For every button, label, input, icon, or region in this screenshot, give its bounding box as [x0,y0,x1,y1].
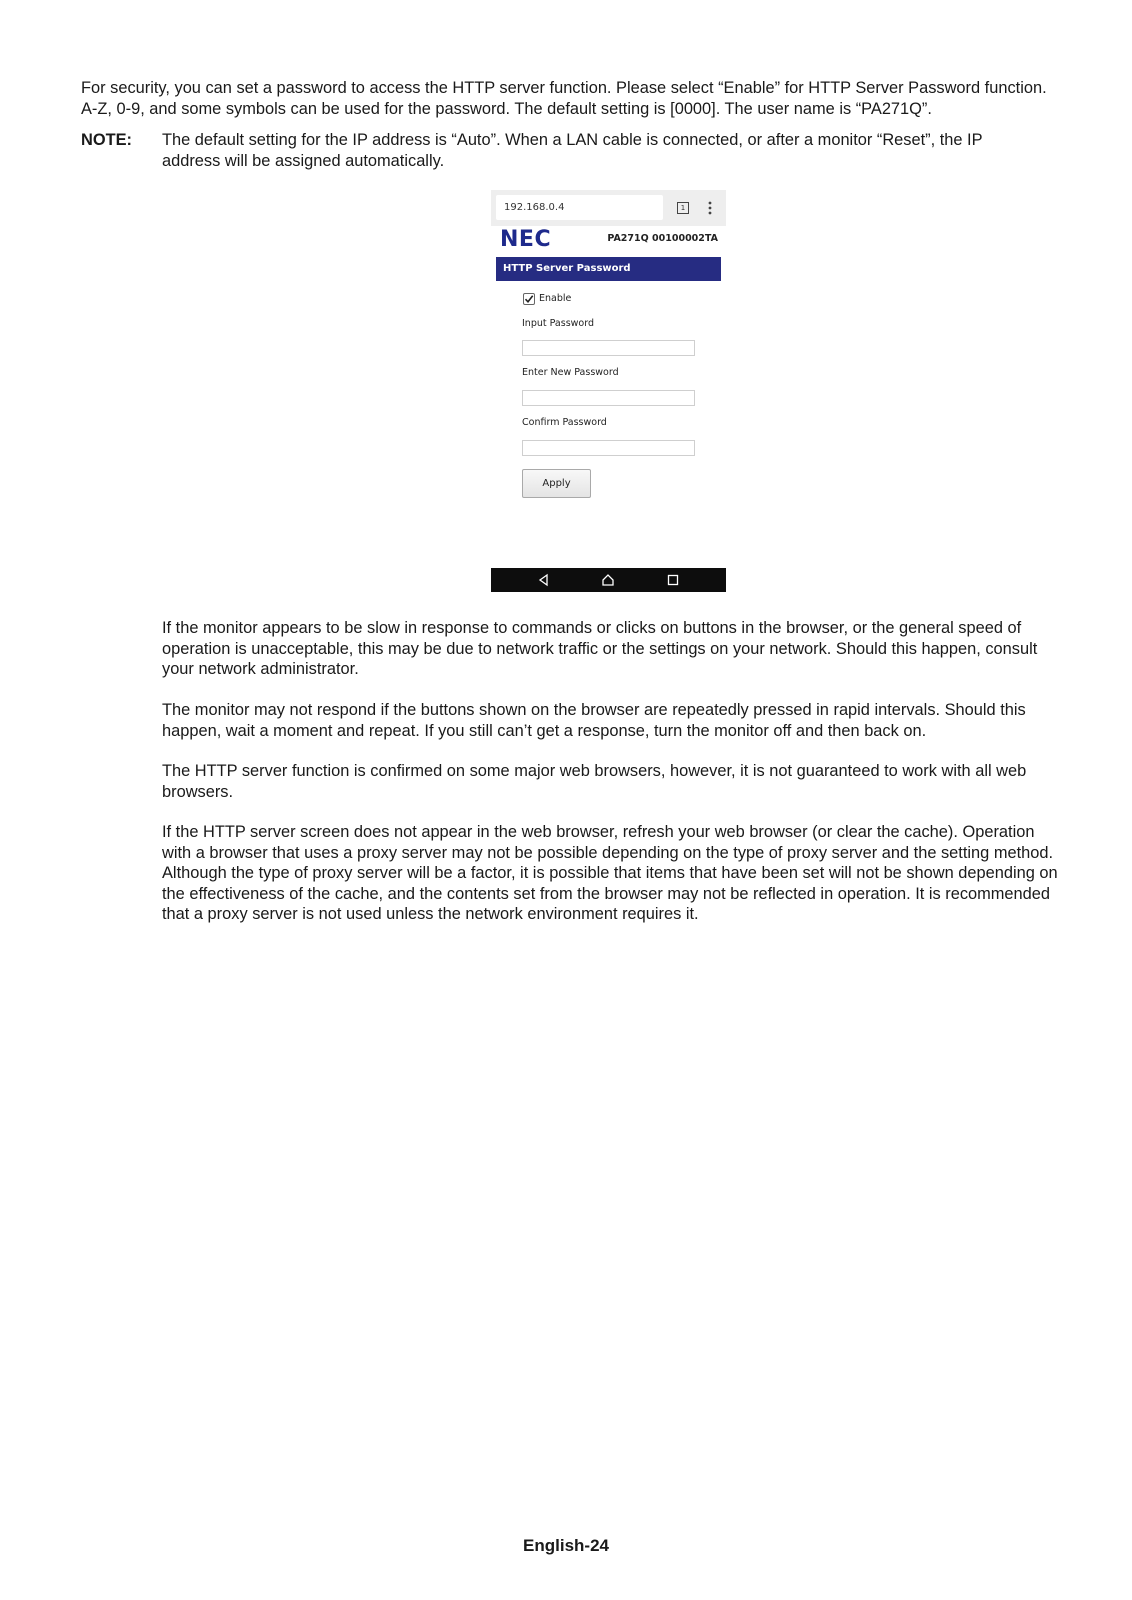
new-password-label: Enter New Password [522,367,619,378]
home-icon[interactable] [600,572,616,588]
section-title-bar: HTTP Server Password [496,257,721,281]
paragraph-browser-compat: The HTTP server function is confirmed on some major web browsers, however, it is not guaranteed to work with all web browsers. [162,762,1027,801]
enable-label: Enable [539,293,572,304]
note-label: NOTE: [81,131,132,149]
enable-checkbox[interactable] [523,293,535,305]
input-password-label: Input Password [522,318,594,329]
note-text: The default setting for the IP address is “Auto”. When a LAN cable is connected, or after a monitor “Reset”, the IP address will be assigned automatically. [162,131,983,170]
model-serial: PA271Q 00100002TA [607,233,718,244]
apply-button[interactable]: Apply [522,469,591,498]
page-footer: English-24 [523,1536,609,1555]
overflow-menu-icon[interactable] [707,199,713,217]
paragraph-no-response: The monitor may not respond if the buttons shown on the browser are repeatedly pressed in rapid intervals. Should this happen, wait a moment and repeat. If you still can’t get a response, turn the monitor off and then back on. [162,701,1026,740]
browser-address-bar [491,190,726,226]
url-field[interactable]: 192.168.0.4 [496,195,663,220]
tabs-icon[interactable]: 1 [677,202,689,214]
intro-paragraph: For security, you can set a password to access the HTTP server function. Please select “Enable” for HTTP Server Password function. A-Z, 0-9, and some symbols can be used for the password. The default setting is [0000]. The user name is “PA271Q”. [81,79,1047,118]
nec-logo: NEC [500,227,552,252]
checkmark-icon [524,294,534,304]
confirm-password-field[interactable] [522,440,695,456]
http-server-screenshot [491,190,726,592]
android-nav-bar [491,568,726,592]
recents-icon[interactable] [665,572,681,588]
paragraph-slow-response: If the monitor appears to be slow in response to commands or clicks on buttons in the browser, or the general speed of operation is unacceptable, this may be due to network traffic or the settings on your network. Should this happen, consult your network administrator. [162,619,1038,678]
confirm-password-label: Confirm Password [522,417,607,428]
new-password-field[interactable] [522,390,695,406]
back-icon[interactable] [536,572,552,588]
input-password-field[interactable] [522,340,695,356]
paragraph-proxy: If the HTTP server screen does not appear in the web browser, refresh your web browser (or clear the cache). Operation with a browser that uses a proxy server may not be possible depending on the type of proxy server and the setting method. Although the type of proxy server will be a factor, it is possible that items that have been set will not be shown depending on the effectiveness of the cache, and the contents set from the browser may not be reflected in operation. It is recommended that a proxy server is not used unless the network environment requires it. [162,823,1058,923]
